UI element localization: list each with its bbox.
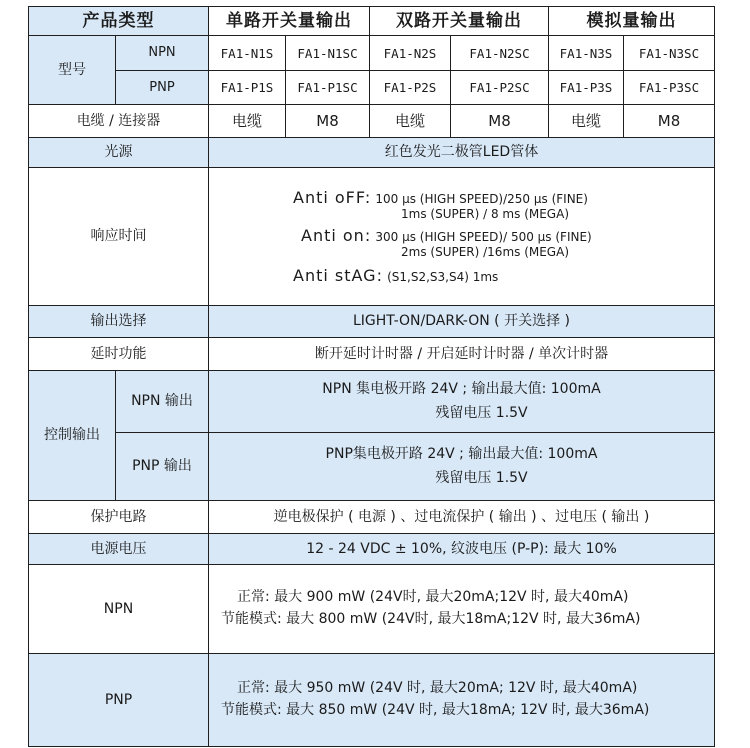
model-cell: FA1-P1S — [209, 71, 286, 105]
supply-label: 电源电压 — [29, 534, 209, 565]
model-pnp-row — [29, 71, 715, 105]
anti-stag-value: (S1,S2,S3,S4) 1ms — [387, 269, 499, 284]
light-source-row — [29, 138, 715, 168]
power-pnp-row — [29, 654, 715, 747]
control-npn-row — [29, 371, 715, 433]
model-cell: FA1-P2S — [370, 71, 451, 105]
model-cell: FA1-N2S — [370, 36, 451, 71]
anti-off-value-1: 100 µs (HIGH SPEED)/250 µs (FINE) — [375, 191, 588, 206]
control-pnp-line-1: PNP集电极开路 24V ; 输出最大值: 100mA — [325, 445, 598, 462]
power-npn-value — [209, 565, 715, 654]
control-npn-line-1: NPN 集电极开路 24V ; 输出最大值: 100mA — [322, 380, 601, 397]
power-npn-line-2: 节能模式: 最大 800 mW (24V时, 最大18mA;12V 时, 最大36mA) — [221, 611, 641, 627]
anti-on-value-1: 300 µs (HIGH SPEED)/ 500 µs (FINE) — [375, 229, 592, 244]
connection-cell: M8 — [286, 105, 370, 138]
protection-label: 保护电路 — [29, 501, 209, 534]
model-cell: FA1-N1SC — [286, 36, 370, 71]
model-cell: FA1-P3S — [549, 71, 624, 105]
model-cell: FA1-N3S — [549, 36, 624, 71]
spec-table — [28, 6, 715, 747]
anti-on-value-2: 2ms (SUPER) /16ms (MEGA) — [401, 245, 569, 260]
protection-row — [29, 501, 715, 534]
dual-output-header: 双路开关量输出 — [370, 7, 549, 36]
connection-cell: 电缆 — [209, 105, 286, 138]
anti-stag-key: Anti stAG: — [293, 265, 383, 285]
power-npn-label: NPN — [29, 565, 209, 654]
control-pnp-label: PNP 输出 — [116, 433, 209, 501]
response-label: 响应时间 — [29, 168, 209, 306]
control-output-label: 控制输出 — [29, 371, 116, 501]
output-select-label: 输出选择 — [29, 306, 209, 338]
light-source-label: 光源 — [29, 138, 209, 168]
delay-label: 延时功能 — [29, 338, 209, 371]
supply-row — [29, 534, 715, 565]
control-npn-line-2: 残留电压 1.5V — [435, 404, 528, 421]
response-row — [29, 168, 715, 306]
light-source-value: 红色发光二极管LED管体 — [209, 138, 715, 168]
header-row — [29, 7, 715, 36]
model-cell: FA1-N1S — [209, 36, 286, 71]
output-select-row — [29, 306, 715, 338]
delay-row — [29, 338, 715, 371]
delay-value: 断开延时计时器 / 开启延时计时器 / 单次计时器 — [209, 338, 715, 371]
analog-output-header: 模拟量输出 — [549, 7, 715, 36]
control-npn-value — [209, 371, 715, 433]
power-npn-row — [29, 565, 715, 654]
model-cell: FA1-P3SC — [624, 71, 715, 105]
protection-value: 逆电极保护 ( 电源 ) 、过电流保护 ( 输出 ) 、过电压 ( 输出 ) — [209, 501, 715, 534]
model-cell: FA1-N3SC — [624, 36, 715, 71]
model-pnp-label: PNP — [116, 71, 209, 105]
output-select-value: LIGHT-ON/DARK-ON ( 开关选择 ) — [209, 306, 715, 338]
control-pnp-value — [209, 433, 715, 501]
model-label: 型号 — [29, 36, 116, 105]
model-npn-row — [29, 36, 715, 71]
control-pnp-line-2: 残留电压 1.5V — [435, 469, 528, 486]
power-npn-line-1: 正常: 最大 900 mW (24V时, 最大20mA;12V 时, 最大40mA) — [237, 589, 629, 606]
power-pnp-line-2: 节能模式: 最大 850 mW (24V 时, 最大18mA; 12V 时, 最大36mA) — [221, 702, 650, 718]
power-pnp-label: PNP — [29, 654, 209, 747]
model-cell: FA1-P2SC — [451, 71, 549, 105]
model-cell: FA1-P1SC — [286, 71, 370, 105]
control-pnp-row — [29, 433, 715, 501]
supply-value: 12 - 24 VDC ± 10%, 纹波电压 (P-P): 最大 10% — [209, 534, 715, 565]
connection-cell: M8 — [624, 105, 715, 138]
anti-off-key: Anti oFF: — [293, 187, 372, 207]
product-type-header: 产品类型 — [29, 7, 209, 36]
model-npn-label: NPN — [116, 36, 209, 71]
control-npn-label: NPN 输出 — [116, 371, 209, 433]
single-output-header: 单路开关量输出 — [209, 7, 370, 36]
anti-off-value-2: 1ms (SUPER) / 8 ms (MEGA) — [401, 207, 569, 222]
connection-cell: 电缆 — [370, 105, 451, 138]
model-cell: FA1-N2SC — [451, 36, 549, 71]
connection-cell: 电缆 — [549, 105, 624, 138]
response-value — [209, 168, 715, 306]
connection-cell: M8 — [451, 105, 549, 138]
power-pnp-value — [209, 654, 715, 747]
connection-label: 电缆 / 连接器 — [29, 105, 209, 138]
connection-row — [29, 105, 715, 138]
anti-on-key: Anti on: — [301, 225, 372, 245]
power-pnp-line-1: 正常: 最大 950 mW (24V 时, 最大20mA; 12V 时, 最大40mA) — [237, 680, 638, 697]
